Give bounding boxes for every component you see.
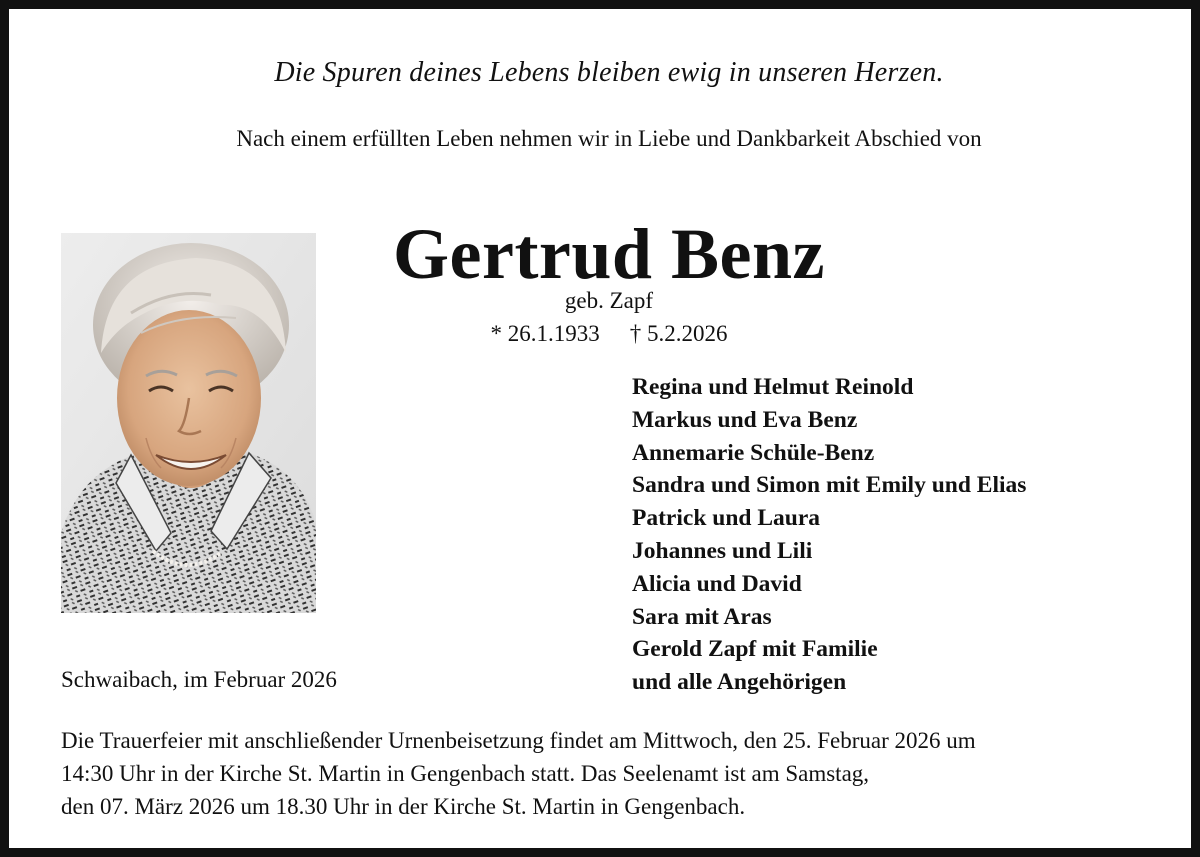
ceremony-line: den 07. März 2026 um 18.30 Uhr in der Kirche St. Martin in Gengenbach. — [61, 794, 746, 819]
list-item: Johannes und Lili — [632, 537, 813, 564]
ceremony-details — [61, 724, 1171, 823]
list-item: Annemarie Schüle-Benz — [632, 439, 875, 466]
place-and-date: Schwaibach, im Februar 2026 — [61, 667, 337, 692]
life-dates — [9, 321, 1200, 347]
list-item: Markus und Eva Benz — [632, 406, 858, 433]
ceremony-line: 14:30 Uhr in der Kirche St. Martin in Gengenbach statt. Das Seelenamt ist am Samstag, — [61, 761, 870, 786]
memorial-quote: Die Spuren deines Lebens bleiben ewig in unseren Herzen. — [274, 57, 944, 88]
list-item: Regina und Helmut Reinold — [632, 374, 914, 400]
list-item: Gerold Zapf mit Familie — [632, 636, 878, 663]
list-item: Patrick und Laura — [632, 505, 821, 532]
intro-text: Nach einem erfüllten Leben nehmen wir in Liebe und Dankbarkeit Abschied von — [236, 126, 982, 151]
birth-date: * 26.1.1933 — [490, 321, 600, 346]
mourners-list — [632, 371, 1026, 699]
ceremony-line: Die Trauerfeier mit anschließender Urnenbeisetzung findet am Mittwoch, den 25. Februar 2026 um — [61, 728, 976, 753]
maiden-name: geb. Zapf — [564, 288, 654, 313]
list-item: Alicia und David — [632, 570, 802, 597]
list-item: Sandra und Simon mit Emily und Elias — [632, 472, 1027, 499]
deceased-name: Gertrud Benz — [393, 214, 825, 294]
list-item: Sara mit Aras — [632, 603, 772, 630]
death-date: † 5.2.2026 — [629, 321, 728, 346]
list-item: und alle Angehörigen — [632, 669, 847, 696]
